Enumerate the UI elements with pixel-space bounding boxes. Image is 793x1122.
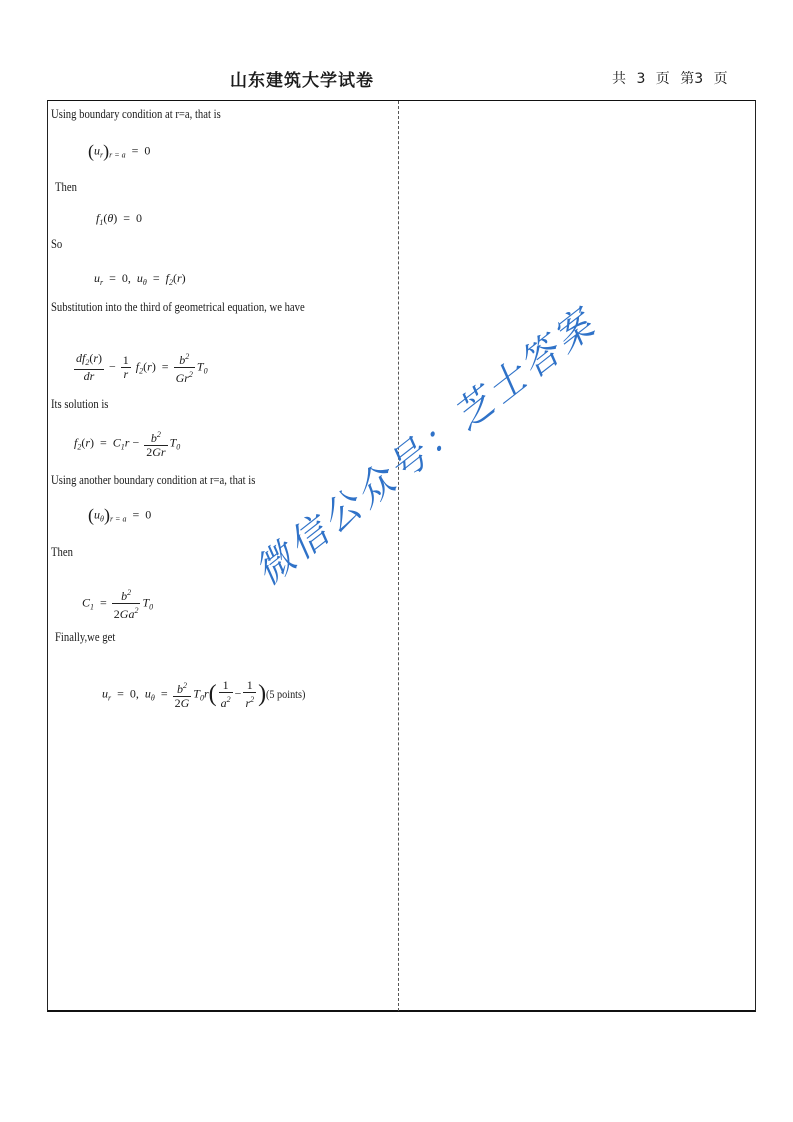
text-so: So [51, 236, 63, 251]
watermark-text: 微信公众号：芝士答案 [246, 300, 605, 594]
text-finally: Finally,we get [55, 629, 116, 644]
equation-f1: $f_1(\theta) = 0$ [96, 211, 143, 227]
equation-ur-boundary: $(u_r)_{r = a} = 0$ [88, 141, 151, 161]
equation-final-result: $u_r = 0$, $u_\theta$ = $\frac{b^2}{2G}$ $T_0r$( $\frac{1}{a^2}$ − $\frac{1}{r^2}$ ) [102, 678, 267, 710]
text-substitution: Substitution into the third of geometrical equation, we have [51, 299, 305, 314]
text-solution: Its solution is [51, 396, 109, 411]
equation-solution: $f_2(r) = C_1r$ − $\frac{b^2}{2Gr}$ $T_0$ [74, 430, 181, 459]
equation-differential: $\frac{df_2(r)}{dr}$ − $\frac{1}{r}$ $f_2(r)$ = $\frac{b^2}{Gr^2}$ $T_0$ [76, 351, 208, 385]
text-boundary-1: Using boundary condition at r=a, that is [51, 106, 221, 121]
points-note: (5 points) [266, 687, 306, 701]
page-header-title: 山东建筑大学试卷 [230, 71, 374, 91]
equation-utheta-boundary: $(u_\theta)_{r = a} = 0$ [88, 505, 152, 525]
column-divider [398, 101, 399, 1011]
equation-c1: $C_1$ = $\frac{b^2}{2Ga^2}$ $T_0$ [82, 588, 154, 621]
page-count: 共 3 页 第3 页 [612, 71, 728, 87]
answer-frame [47, 100, 756, 1012]
equation-displacements: $u_r = 0$, $u_\theta = f_2(r)$ [94, 271, 186, 287]
text-then-2: Then [51, 544, 73, 559]
text-boundary-2: Using another boundary condition at r=a, that is [51, 472, 256, 487]
text-then-1: Then [55, 179, 77, 194]
